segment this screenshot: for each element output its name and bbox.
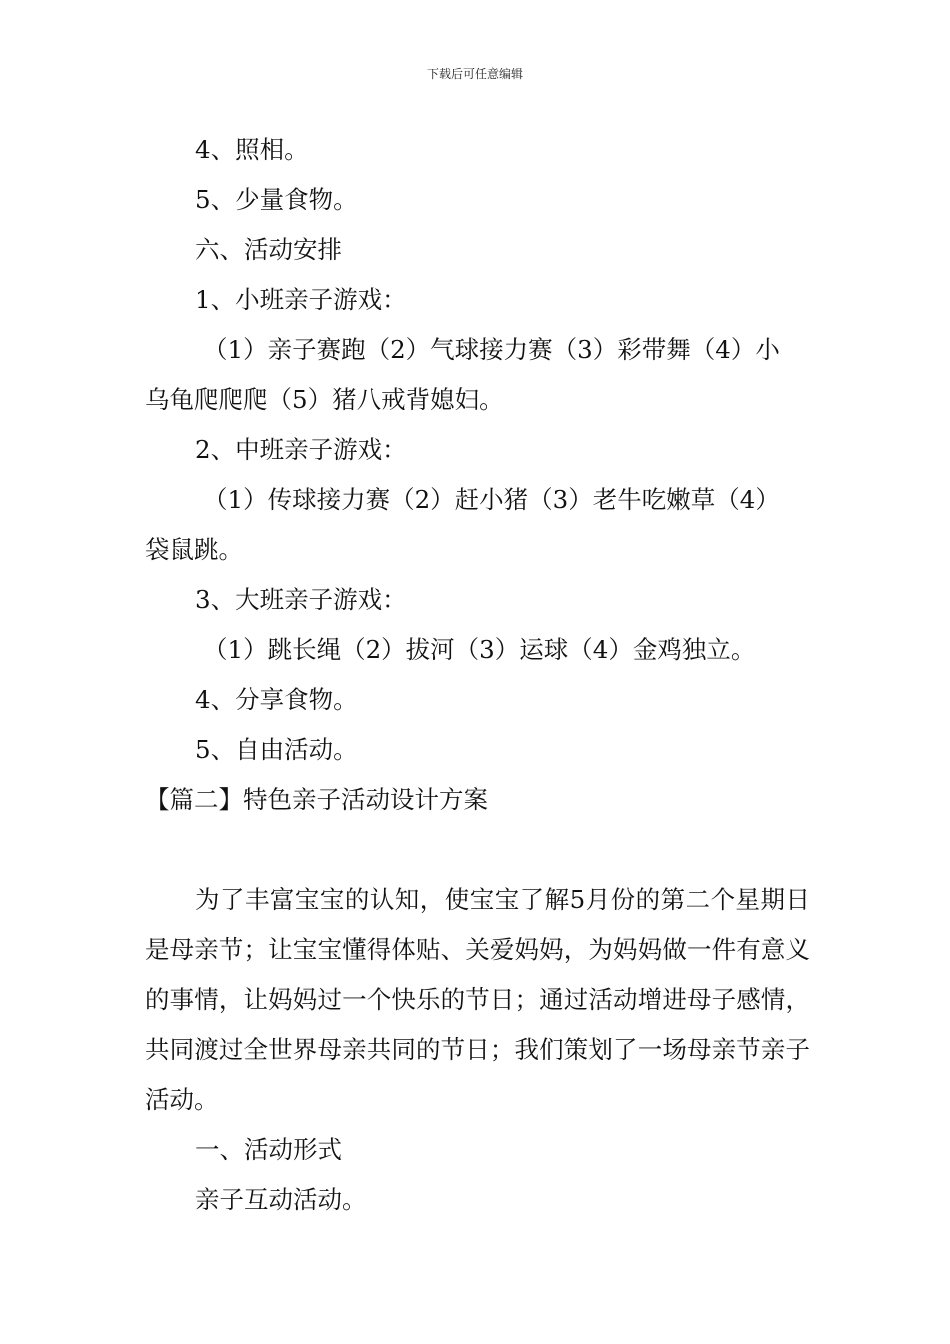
list-item: 2、中班亲子游戏： — [195, 435, 407, 464]
list-item: 3、大班亲子游戏： — [195, 585, 407, 614]
game-list-line: 袋鼠跳。 — [145, 535, 243, 564]
game-list-line: （1）传球接力赛（2）赶小猪（3）老牛吃嫩草（4） — [203, 485, 780, 514]
chapter-title: 【篇二】特色亲子活动设计方案 — [145, 785, 488, 814]
list-item: 4、分享食物。 — [195, 685, 358, 714]
game-list-line: （1）跳长绳（2）拔河（3）运球（4）金鸡独立。 — [203, 635, 756, 664]
intro-paragraph: 为了丰富宝宝的认知，使宝宝了解5月份的第二个星期日是母亲节；让宝宝懂得体贴、关爱妈妈，为妈妈做一件有意义的事情，让妈妈过一个快乐的节日；通过活动增进母子感情，共同渡过全世界母亲共同的节日；我们策划了一场母亲节亲子活动。 — [145, 885, 810, 1114]
section-heading: 一、活动形式 — [195, 1135, 342, 1164]
game-list-line: （1）亲子赛跑（2）气球接力赛（3）彩带舞（4）小 — [203, 335, 780, 364]
page-header: 下载后可任意编辑 — [426, 67, 523, 81]
game-list-line: 乌龟爬爬爬（5）猪八戒背媳妇。 — [145, 385, 504, 414]
list-item: 1、小班亲子游戏： — [195, 285, 407, 314]
body-text: 亲子互动活动。 — [195, 1185, 367, 1214]
list-item: 5、少量食物。 — [195, 185, 358, 214]
list-item: 5、自由活动。 — [195, 735, 358, 764]
list-item: 4、照相。 — [195, 135, 309, 164]
blank-line — [145, 825, 810, 875]
document-body — [145, 125, 810, 1225]
section-heading: 六、活动安排 — [195, 235, 342, 264]
